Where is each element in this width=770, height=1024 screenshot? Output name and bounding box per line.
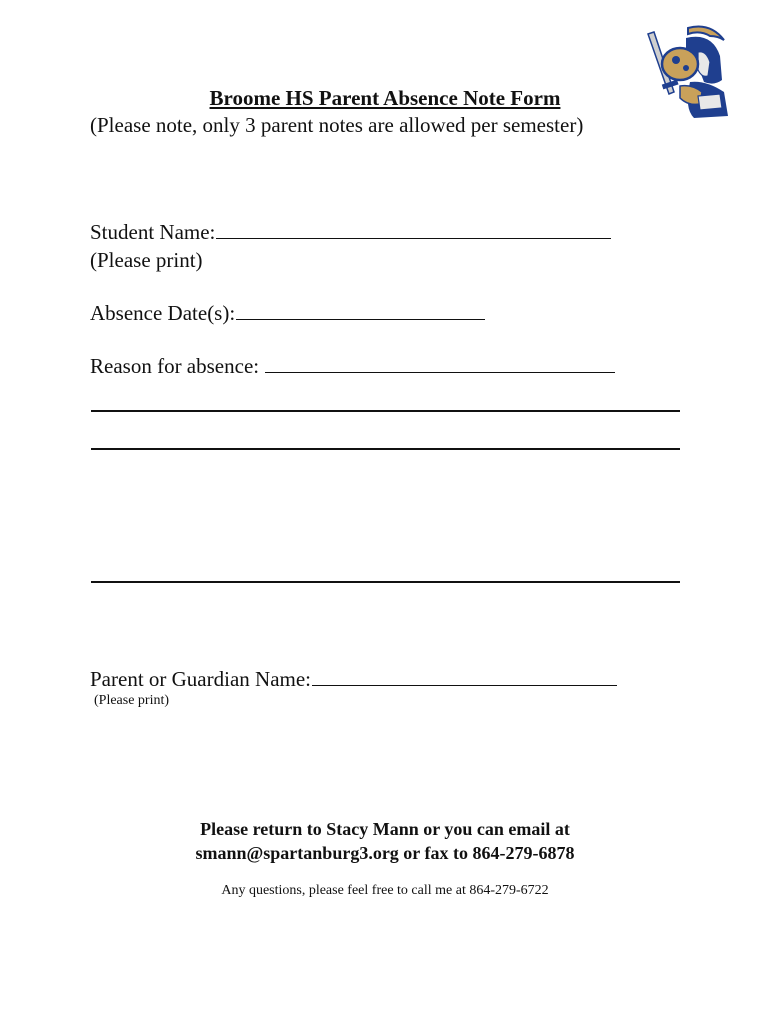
absence-dates-field[interactable] xyxy=(90,301,485,326)
reason-blank[interactable] xyxy=(265,354,615,373)
absence-dates-blank[interactable] xyxy=(236,301,485,320)
student-name-field[interactable] xyxy=(90,220,611,245)
reason-line-3[interactable] xyxy=(91,581,680,583)
student-print-hint: (Please print) xyxy=(90,248,203,272)
form-note: (Please note, only 3 parent notes are allowed per semester) xyxy=(90,113,584,137)
reason-label: Reason for absence: xyxy=(90,354,260,378)
parent-name-blank[interactable] xyxy=(312,667,617,686)
return-instructions-line2: smann@spartanburg3.org or fax to 864-279-6878 xyxy=(195,843,575,863)
student-name-blank[interactable] xyxy=(216,220,611,239)
questions-contact: Any questions, please feel free to call me at 864-279-6722 xyxy=(221,883,549,898)
parent-name-field[interactable] xyxy=(90,667,617,692)
reason-line-2[interactable] xyxy=(91,448,680,450)
return-instructions-line1: Please return to Stacy Mann or you can email at xyxy=(200,819,570,839)
form-title: Broome HS Parent Absence Note Form xyxy=(209,86,561,110)
absence-dates-label: Absence Date(s): xyxy=(90,301,236,325)
reason-line-1[interactable] xyxy=(91,410,680,412)
parent-print-hint: (Please print) xyxy=(94,693,170,708)
student-name-label: Student Name: xyxy=(90,220,216,244)
reason-field[interactable] xyxy=(90,354,615,379)
parent-name-label: Parent or Guardian Name: xyxy=(90,667,312,691)
